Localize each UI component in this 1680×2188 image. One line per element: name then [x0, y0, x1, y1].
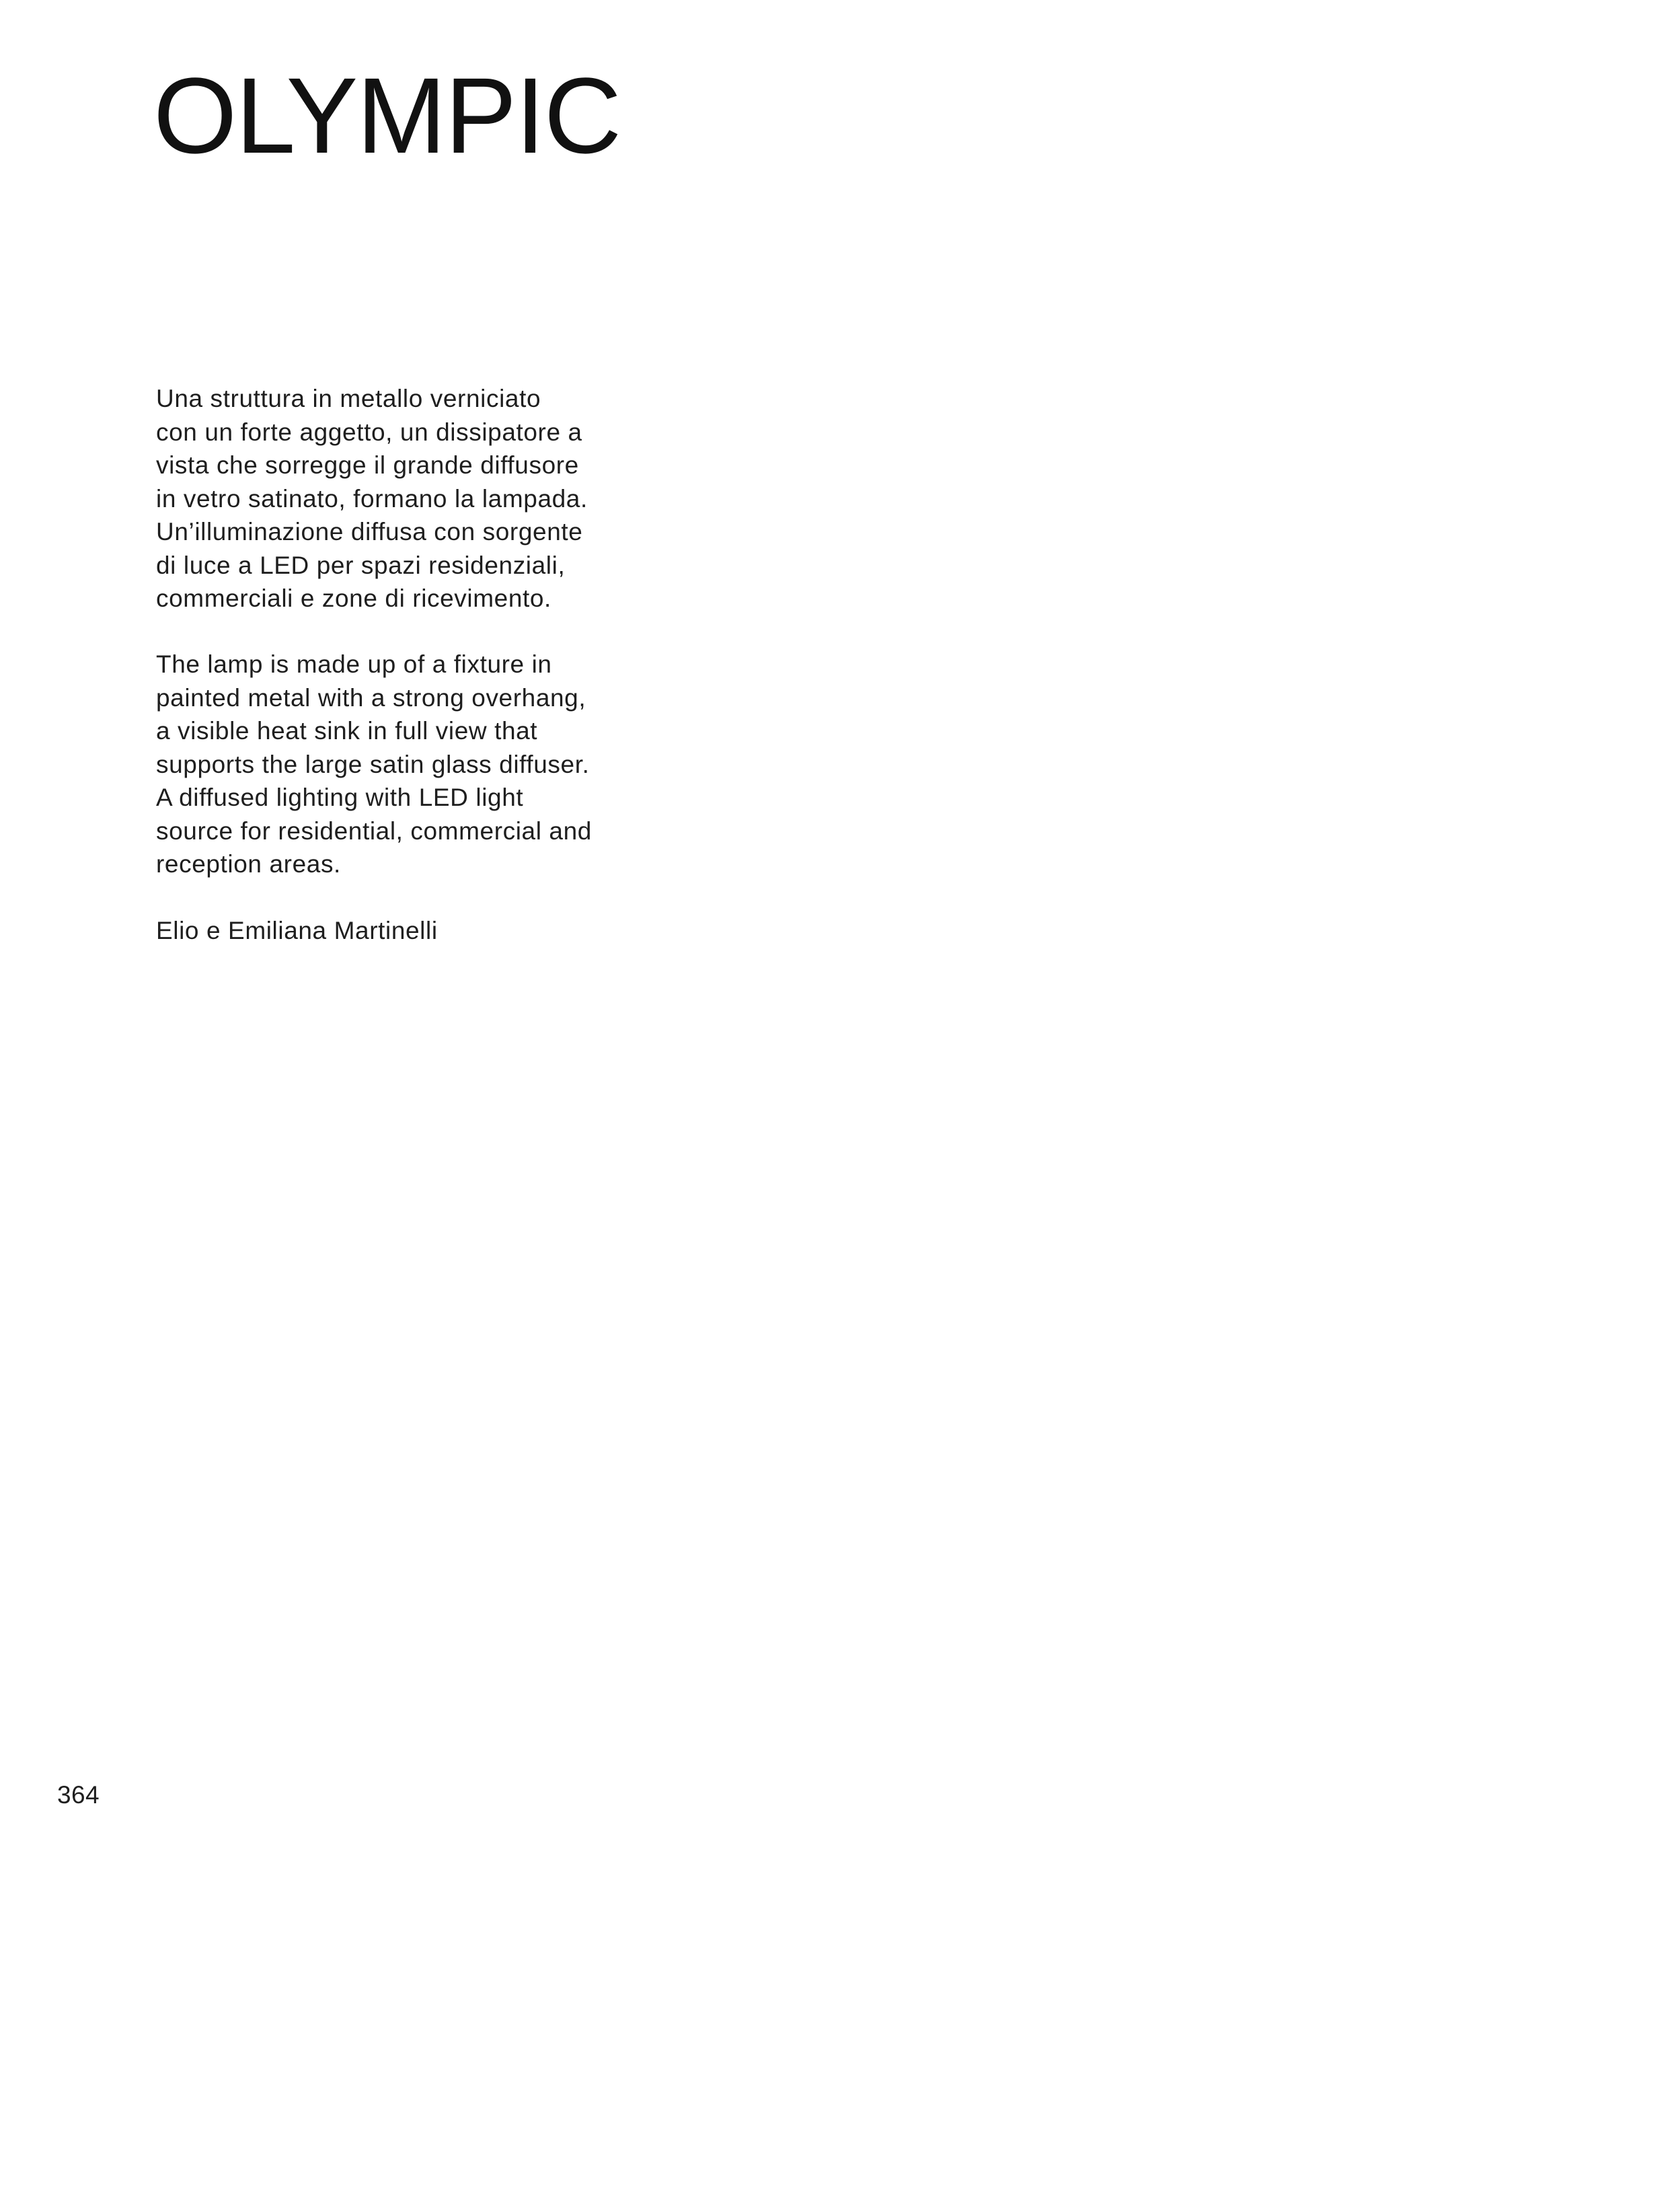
description-english-line: reception areas. — [156, 850, 341, 878]
description-english-line: a visible heat sink in full view that — [156, 717, 538, 745]
description-italian-line: in vetro satinato, formano la lampada. — [156, 484, 588, 513]
description-english-line: supports the large satin glass diffuser. — [156, 750, 590, 778]
description-italian-line: Una struttura in metallo verniciato — [156, 385, 541, 412]
description-italian-line: vista che sorregge il grande diffusore — [156, 451, 579, 479]
description-english-line: painted metal with a strong overhang, — [156, 683, 586, 712]
description-italian-line: di luce a LED per spazi residenziali, — [156, 551, 566, 579]
description-italian — [156, 382, 640, 615]
description-italian-line: Un’illuminazione diffusa con sorgente — [156, 518, 583, 545]
description-english — [156, 648, 640, 881]
description-italian-line: con un forte aggetto, un dissipatore a — [156, 418, 582, 446]
page-title: OLYMPIC — [153, 55, 621, 176]
designer-credit: Elio e Emiliana Martinelli — [156, 917, 438, 944]
description-italian-line: commerciali e zone di ricevimento. — [156, 584, 551, 612]
description-english-line: The lamp is made up of a fixture in — [156, 650, 552, 678]
description-english-line: A diffused lighting with LED light — [156, 784, 524, 811]
page-number: 364 — [57, 1781, 100, 1809]
description-english-line: source for residential, commercial and — [156, 817, 592, 845]
